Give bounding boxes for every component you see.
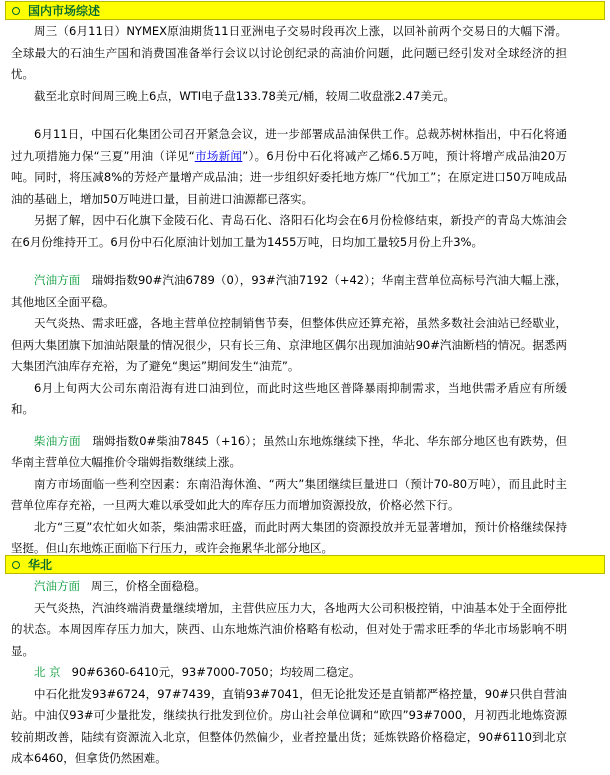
paragraph-gasoline: 汽油方面 周三，价格全面稳稳。 — [34, 579, 206, 593]
paragraph: 天气炎热，汽油终端消费量继续增加，主营供应压力大，各地两大公司积极控销，中油基本处于全面停批的状态。本周因库存压力加大，陕西、山东地炼汽油价格略有松动，但对处于需求旺季的华北市场影响不明显。 — [11, 600, 567, 658]
paragraph: 南方市场面临一些利空因素：东南沿海休渔、“两大”集团继续巨量进口（预计70-80万吨），而且此时主营单位库存充裕，一旦两大难以承受如此大的库存压力而增加资源投放，价格必然下行。 — [11, 476, 567, 512]
circle-bullet-icon — [12, 7, 20, 15]
paragraph: 周三（6月11日）NYMEX原油期货11日亚洲电子交易时段再次上涨，以回补前两个交易日的大幅下滑。全球最大的石油生产国和消费国准备举行会议以讨论创纪录的高油价问题，此问题已经引发对全球经济的担忧。 — [11, 24, 567, 81]
paragraph: 6月上旬两大公司东南沿海有进口油到位，而此时这些地区普降暴雨抑制需求，当地供需矛盾应有所缓和。 — [11, 380, 567, 416]
circle-bullet-icon — [12, 561, 20, 569]
beijing-label: 北 京 — [34, 665, 61, 679]
north-china-section — [11, 576, 567, 770]
paragraph: 天气炎热、需求旺盛，各地主营单位控制销售节奏，但整体供应还算充裕，虽然多数社会油站已经歇业，但两大集团旗下加油站限量的情况很少，只有长三角、京津地区偶尔出现加油站90#汽油断档的情况。据悉两大集团汽油库存充裕，为了避免“奥运”期间发生“油荒”。 — [11, 316, 567, 373]
paragraph: 另据了解，因中石化旗下金陵石化、青岛石化、洛阳石化均会在6月份检修结束，新投产的青岛大炼油会在6月份维持开工。6月份中石化原油计划加工量为1455万吨，日均加工量较5月份上升3%。 — [11, 213, 567, 249]
diesel-label: 柴油方面 — [34, 433, 81, 448]
section-title: 国内市场综述 — [28, 4, 101, 18]
paragraph-beijing: 北 京 90#6360-6410元，93#7000-7050；均较周二稳定。 — [34, 665, 361, 679]
paragraph: 截至北京时间周三晚上6点，WTI电子盘133.78美元/桶，较周二收盘涨2.47美元。 — [34, 88, 455, 103]
paragraph-gasoline: 汽油方面 瑞姆指数90#汽油6789（0），93#汽油7192（+42）；华南主营单位高标号汽油大幅上涨，其他地区全面平稳。 — [11, 273, 568, 309]
paragraph: 中石化批发93#6724，97#7439，直销93#7041，但无论批发还是直销都严格控量，90#只供自营油站。中油仅93#可少量批发，继续执行批发到位价。房山社会单位调和“欧四”93#7000，月初西北地炼资源较前期改善，陆续有资源流入北京，但整体仍然偏少，业者控量出货；延炼铁路价格稳定，90#6110到北京成本6460，但拿货仍然困难。 — [11, 686, 567, 765]
market-news-link[interactable]: 市场新闻 — [194, 148, 243, 163]
paragraph-diesel: 柴油方面 瑞姆指数0#柴油7845（+16）；虽然山东地炼继续下挫，华北、华东部分地区也有跌势，但华南主营单位大幅推价令瑞姆指数继续上涨。 — [11, 433, 568, 469]
section-header-domestic — [5, 1, 605, 20]
gasoline-label: 汽油方面 — [34, 273, 81, 287]
gasoline-label: 汽油方面 — [34, 579, 80, 593]
section-header-north-china — [5, 555, 605, 574]
section-title: 华北 — [28, 558, 53, 572]
paragraph: 北方“三夏”农忙如火如荼，柴油需求旺盛，而此时两大集团的资源投放并无显著增加，预计价格继续保持坚挺。但山东地炼正面临下行压力，或许会拖累华北部分地区。 — [11, 519, 567, 555]
paragraph: 6月11日，中国石化集团公司召开紧急会议，进一步部署成品油保供工作。总裁苏树林指出，中石化将通过九项措施力保“三夏”用油（详见“市场新闻”）。6月份中石化将减产乙烯6.5万吨，预计将增产成品油20万吨。同时，将压减8%的芳烃产量增产成品油；进一步组织好委托地方炼厂“代加工”；在原定进口50万吨成品油的基础上，增加50万吨进口量，目前进口油源都已落实。 — [11, 127, 567, 206]
domestic-market-summary — [11, 21, 567, 560]
